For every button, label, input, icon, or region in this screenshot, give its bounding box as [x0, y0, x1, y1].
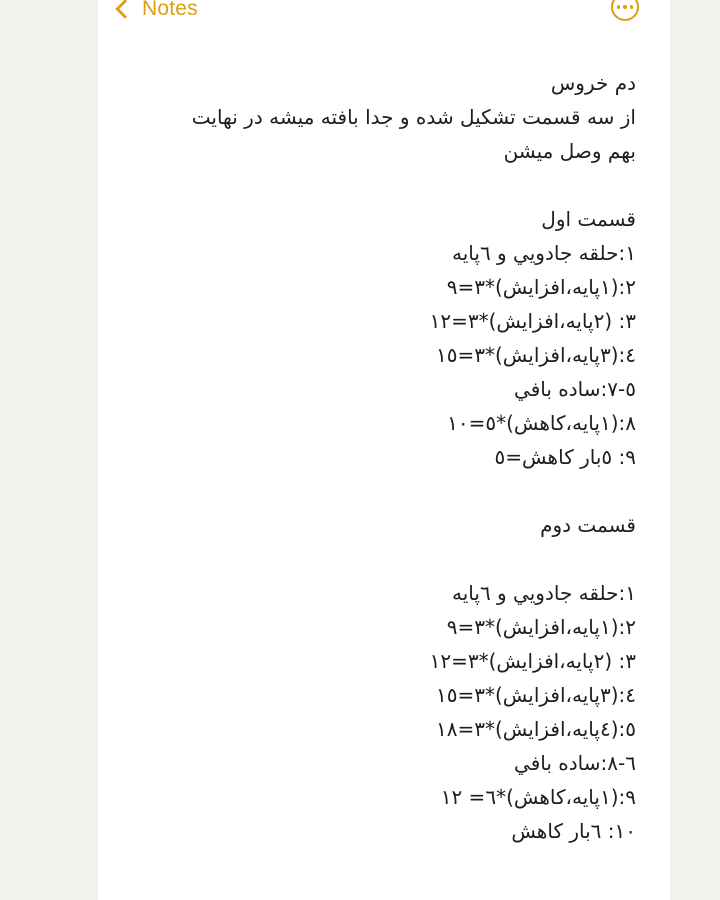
note-title: دم خروس	[550, 71, 636, 95]
note-intro-line: بهم وصل میشن	[503, 139, 636, 163]
chevron-left-icon	[115, 0, 135, 19]
pattern-row: ٣: (٢پايه،افزايش)*٣=١٢	[429, 649, 636, 673]
pattern-row: ٩: ٥بار كاهش=٥	[494, 445, 636, 469]
pattern-row: ٢:(١پايه،افزايش)*٣=٩	[446, 275, 636, 299]
pattern-row: ٥:(٤پايه،افزايش)*٣=١٨	[435, 717, 636, 741]
pattern-row: ٤:(٣پايه،افزايش)*٣=١٥	[435, 343, 636, 367]
navigation-bar	[0, 0, 720, 30]
pattern-row: ٤:(٣پايه،افزايش)*٣=١٥	[435, 683, 636, 707]
pattern-row: ٥-٧:ساده بافي	[514, 377, 636, 401]
note-body[interactable]	[116, 66, 636, 848]
pattern-row: ١:حلقه جادويي و ٦پايه	[451, 241, 636, 265]
more-options-button[interactable]	[611, 0, 639, 21]
pattern-row: ١٠: ٦بار كاهش	[511, 819, 636, 843]
blank-line	[116, 474, 636, 508]
part-two-heading: قسمت دوم	[540, 513, 636, 537]
pattern-row: ٢:(١پايه،افزايش)*٣=٩	[446, 615, 636, 639]
pattern-row: ٩:(١پايه،كاهش)*٦= ١٢	[440, 785, 636, 809]
pattern-row: ١:حلقه جادويي و ٦پايه	[451, 581, 636, 605]
back-button[interactable]	[110, 0, 198, 26]
note-intro-line: از سه قسمت تشکیل شده و جدا بافته میشه در نهایت	[191, 105, 636, 129]
back-button-label: Notes	[142, 0, 198, 20]
ellipsis-icon	[617, 5, 621, 9]
blank-line	[116, 542, 636, 576]
part-one-heading: قسمت اول	[541, 207, 636, 231]
blank-line	[116, 168, 636, 202]
pattern-row: ٣: (٢پايه،افزايش)*٣=١٢	[429, 309, 636, 333]
pattern-row: ٨:(١پايه،كاهش)*٥=١٠	[447, 411, 636, 435]
pattern-row: ٦-٨:ساده بافي	[514, 751, 636, 775]
